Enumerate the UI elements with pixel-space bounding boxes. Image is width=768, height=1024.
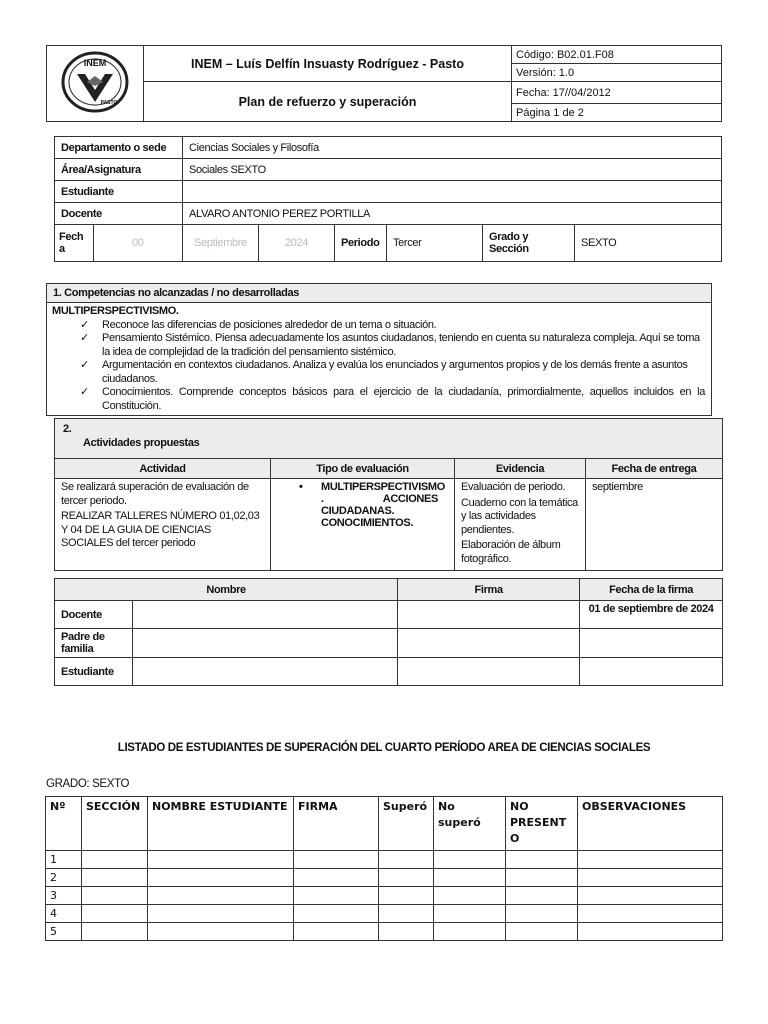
estudiante-nombre-field[interactable] (133, 658, 398, 686)
table-row (46, 887, 723, 905)
tipo-evaluacion-cell (271, 479, 455, 571)
competencia-item: ✓ Pensamiento Sistémico. Piensa adecuadamente los asuntos ciudadanos, teniendo en cuenta su naturaleza compleja. Aquí se toma la idea de complejidad de la tradición del pensamiento sistémico. (74, 332, 705, 359)
actividades-heading: Actividades propuestas (83, 437, 200, 449)
evidencia-text: Evaluación de periodo. (461, 481, 566, 493)
list-header-cell: NOMBRE ESTUDIANTE (148, 797, 294, 851)
tipo-line: MULTIPERSPECTIVISMO (321, 481, 445, 493)
list-header-cell: FIRMA (294, 797, 379, 851)
info-table (54, 136, 722, 262)
fecha-entrega-value[interactable]: septiembre (586, 479, 723, 571)
svg-text:PASTO: PASTO (100, 100, 118, 106)
col-fecha-entrega: Fecha de entrega (586, 459, 723, 479)
list-header-cell: SECCIÓN (82, 797, 148, 851)
docente-firma-label: Docente (55, 601, 133, 629)
padre-fecha-field[interactable] (580, 629, 723, 658)
competencias-list (74, 319, 705, 414)
list-header-cell: NO PRESENT O (506, 797, 578, 851)
tipo-line: . (321, 493, 324, 505)
cell[interactable] (82, 869, 148, 887)
padre-firma-field[interactable] (398, 629, 580, 658)
fecha-day[interactable]: 00 (131, 237, 144, 249)
row-number: 2 (46, 869, 82, 887)
cell[interactable] (294, 887, 379, 905)
actividades-number: 2. (63, 423, 72, 435)
cell[interactable] (578, 905, 723, 923)
docente-label: Docente (55, 203, 183, 225)
doc-fecha: Fecha: 17//04/2012 (512, 82, 722, 104)
grado-value[interactable]: SEXTO (575, 225, 722, 262)
estudiante-firma-label: Estudiante (55, 658, 133, 686)
area-value[interactable]: Sociales SEXTO (183, 159, 722, 181)
competencias-heading: 1. Competencias no alcanzadas / no desarrolladas (47, 284, 711, 303)
cell[interactable] (379, 923, 434, 941)
row-number: 5 (46, 923, 82, 941)
doc-pagina: Página 1 de 2 (512, 104, 722, 122)
actividades-header (55, 419, 723, 459)
cell[interactable] (578, 869, 723, 887)
cell[interactable] (148, 923, 294, 941)
cell[interactable] (294, 905, 379, 923)
cell[interactable] (379, 905, 434, 923)
cell[interactable] (148, 905, 294, 923)
cell[interactable] (148, 869, 294, 887)
actividades-table (54, 418, 723, 571)
cell[interactable] (434, 905, 506, 923)
area-label: Área/Asignatura (55, 159, 183, 181)
cell[interactable] (506, 887, 578, 905)
departamento-label: Departamento o sede (55, 137, 183, 159)
cell[interactable] (294, 851, 379, 869)
cell[interactable] (434, 851, 506, 869)
cell[interactable] (294, 869, 379, 887)
fecha-month[interactable]: Septiembre (183, 225, 259, 262)
cell[interactable] (434, 869, 506, 887)
col-fecha-firma: Fecha de la firma (580, 579, 723, 601)
listado-grado: GRADO: SEXTO (46, 778, 130, 790)
tipo-line: CIUDADANAS. (321, 505, 395, 517)
cell[interactable] (82, 923, 148, 941)
doc-version: Versión: 1.0 (512, 64, 722, 82)
doc-title: Plan de refuerzo y superación (144, 82, 512, 122)
cell[interactable] (434, 923, 506, 941)
col-nombre: Nombre (55, 579, 398, 601)
competencias-subheading: MULTIPERSPECTIVISMO. (52, 305, 179, 317)
cell[interactable] (379, 851, 434, 869)
cell[interactable] (506, 923, 578, 941)
actividad-text: REALIZAR TALLERES NÚMERO 01,02,03 Y 04 DE LA GUIA DE CIENCIAS SOCIALES del tercer periodo (61, 510, 260, 549)
competencias-section (46, 283, 712, 416)
cell[interactable] (82, 905, 148, 923)
docente-firma-field[interactable] (398, 601, 580, 629)
list-header-cell: No superó (434, 797, 506, 851)
cell[interactable] (379, 869, 434, 887)
svg-text:INEM: INEM (83, 58, 107, 68)
docente-nombre-field[interactable] (133, 601, 398, 629)
col-actividad: Actividad (55, 459, 271, 479)
periodo-value[interactable]: Tercer (387, 225, 483, 262)
estudiante-fecha-field[interactable] (580, 658, 723, 686)
list-header-cell: Superó (379, 797, 434, 851)
fecha-year[interactable]: 2024 (259, 225, 335, 262)
table-row (46, 851, 723, 869)
listado-table (45, 796, 723, 941)
cell[interactable] (379, 887, 434, 905)
bullet-icon: • (299, 481, 303, 493)
docente-value[interactable]: ALVARO ANTONIO PEREZ PORTILLA (183, 203, 722, 225)
cell[interactable] (148, 851, 294, 869)
cell[interactable] (578, 887, 723, 905)
evidencia-text: Cuaderno con la temática y las actividades pendientes. (461, 496, 578, 536)
grado-label: Grado y Sección (483, 225, 575, 262)
inem-logo-icon (47, 46, 143, 118)
padre-nombre-field[interactable] (133, 629, 398, 658)
firmas-table (54, 578, 723, 686)
estudiante-field[interactable] (183, 181, 722, 203)
row-number: 1 (46, 851, 82, 869)
doc-codigo: Código: B02.01.F08 (512, 46, 722, 64)
competencia-item: ✓ Argumentación en contextos ciudadanos. Analiza y evalúa los enunciados y argumentos propios y de los demás frente a asuntos ciudadanos. (74, 359, 705, 386)
tipo-line: CONOCIMIENTOS. (321, 517, 414, 529)
table-row (46, 905, 723, 923)
table-row (46, 923, 723, 941)
cell[interactable] (294, 923, 379, 941)
document-header (46, 45, 722, 122)
docente-fecha-firma[interactable]: 01 de septiembre de 2024 (580, 601, 723, 629)
cell[interactable] (82, 851, 148, 869)
cell[interactable] (506, 869, 578, 887)
departamento-value[interactable]: Ciencias Sociales y Filosofía (183, 137, 722, 159)
cell[interactable] (578, 923, 723, 941)
table-row (46, 869, 723, 887)
cell[interactable] (506, 905, 578, 923)
list-header-cell: OBSERVACIONES (578, 797, 723, 851)
tipo-line: ACCIONES (382, 493, 438, 505)
competencia-item: ✓ Reconoce las diferencias de posiciones alrededor de un tema o situación. (74, 319, 705, 333)
estudiante-label: Estudiante (55, 181, 183, 203)
padre-firma-label: Padre de familia (55, 629, 133, 658)
list-header-cell: Nº (46, 797, 82, 851)
logo-cell (47, 46, 144, 122)
actividad-cell (55, 479, 271, 571)
listado-title: LISTADO DE ESTUDIANTES DE SUPERACIÓN DEL CUARTO PERÍODO AREA DE CIENCIAS SOCIALES (117, 742, 651, 754)
competencia-item: ✓ Conocimientos. Comprende conceptos básicos para el ejercicio de la ciudadanía, primordialmente, aquellos incluidos en la Constitución. (74, 386, 705, 413)
col-tipo-evaluacion: Tipo de evaluación (271, 459, 455, 479)
cell[interactable] (82, 887, 148, 905)
cell[interactable] (578, 851, 723, 869)
row-number: 4 (46, 905, 82, 923)
actividad-text: Se realizará superación de evaluación de tercer periodo. (61, 481, 249, 507)
institution-name: INEM – Luís Delfín Insuasty Rodríguez - Pasto (144, 46, 512, 82)
estudiante-firma-field[interactable] (398, 658, 580, 686)
periodo-label: Periodo (335, 225, 387, 262)
fecha-label-cell (55, 225, 183, 262)
cell[interactable] (148, 887, 294, 905)
evidencia-text: Elaboración de álbum fotográfico. (461, 539, 561, 565)
row-number: 3 (46, 887, 82, 905)
fecha-label: Fech a (55, 225, 93, 261)
col-evidencia: Evidencia (455, 459, 586, 479)
col-firma: Firma (398, 579, 580, 601)
cell[interactable] (434, 887, 506, 905)
cell[interactable] (506, 851, 578, 869)
evidencia-cell (455, 479, 586, 571)
